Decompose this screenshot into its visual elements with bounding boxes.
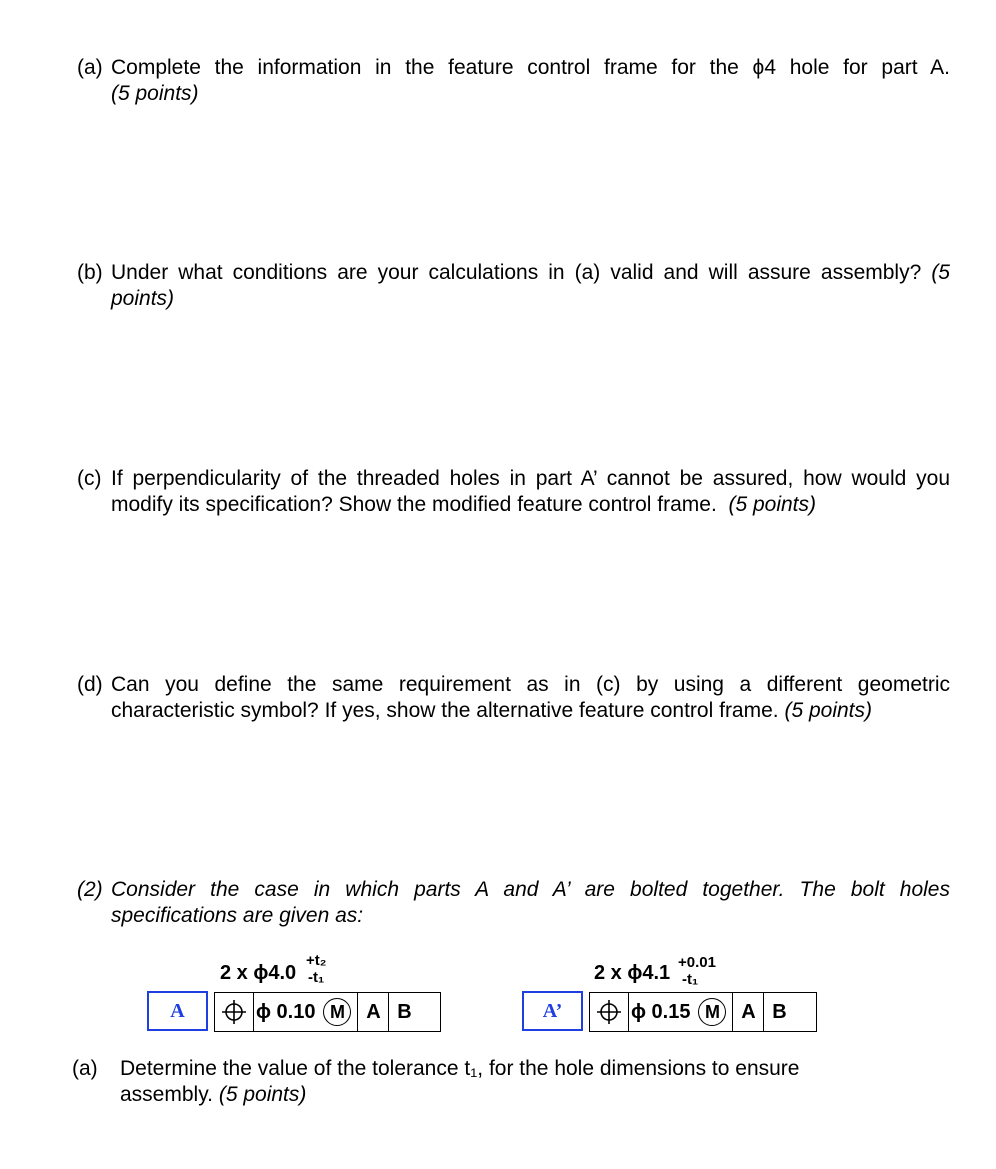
question-a (77, 55, 950, 107)
question-text (111, 55, 950, 81)
datum-ref-primary: A (733, 993, 764, 1031)
question-points-line (111, 81, 950, 107)
tolerance-cell (254, 993, 358, 1031)
upper-tolerance: +0.01 (678, 954, 716, 971)
question-text (111, 260, 950, 312)
position-icon (596, 999, 622, 1025)
lower-tolerance: -t₁ (308, 969, 325, 986)
question-label: (b) (77, 261, 103, 284)
upper-tolerance: +t₂ (306, 952, 327, 969)
feature-control-frame-a (214, 992, 441, 1032)
datum-feature-a-prime (522, 991, 583, 1031)
question-label: (a) (72, 1057, 98, 1080)
question-c (77, 466, 950, 518)
position-symbol-cell (590, 993, 629, 1031)
part-text: Consider the case in which parts A and A’ are bolted together. The bolt holes specifications are given as: (111, 878, 950, 927)
feature-control-frame-a-prime (589, 992, 817, 1032)
question-points: (5 points) (111, 82, 199, 105)
question-label: (d) (77, 673, 103, 696)
datum-letter: A’ (542, 999, 563, 1022)
mmc-modifier-icon: M (698, 998, 726, 1026)
question-points: (5 points) (218, 1083, 307, 1106)
datum-feature-a (147, 991, 208, 1031)
question-text (120, 1056, 862, 1108)
part-2-question-a (72, 1056, 862, 1108)
hole-size: 2 x ϕ4.1 (594, 962, 671, 984)
datum-ref-secondary: B (397, 1000, 412, 1023)
question-body: Under what conditions are your calculations in (a) valid and will assure assembly? (111, 261, 922, 284)
question-text (111, 466, 950, 518)
question-points: (5 points) (728, 493, 817, 516)
question-body: Complete the information in the feature control frame for the ϕ4 hole for part A. (111, 56, 950, 79)
datum-letter: A (170, 999, 185, 1022)
question-body: If perpendicularity of the threaded holes in part A’ cannot be assured, how would you modify its specification? Show the modified feature control frame. (111, 467, 950, 516)
position-icon (221, 999, 247, 1025)
question-body: Determine the value of the tolerance t₁, for the hole dimensions to ensure assembly. (120, 1057, 800, 1106)
position-symbol-cell (215, 993, 254, 1031)
tolerance-cell (629, 993, 733, 1031)
tolerance-value: ϕ 0.15 (631, 1000, 691, 1023)
question-label: (a) (77, 56, 103, 79)
part-label: (2) (77, 878, 103, 901)
question-b (77, 260, 950, 312)
datum-ref-primary: A (358, 993, 389, 1031)
datum-ref-secondary: B (772, 1000, 787, 1023)
lower-tolerance: -t₁ (682, 971, 699, 988)
question-label: (c) (77, 467, 102, 490)
mmc-modifier-icon: M (323, 998, 351, 1026)
question-points: (5 points) (784, 699, 873, 722)
question-body: Can you define the same requirement as in (c) by using a different geometric characteristic symbol? If yes, show the alternative feature control frame. (111, 673, 950, 722)
hole-size: 2 x ϕ4.0 (220, 962, 297, 984)
question-d (77, 672, 950, 724)
question-text (111, 672, 950, 724)
tolerance-value: ϕ 0.10 (256, 1000, 316, 1023)
question-points: (5 points) (111, 261, 950, 310)
part-2-intro (77, 877, 950, 929)
